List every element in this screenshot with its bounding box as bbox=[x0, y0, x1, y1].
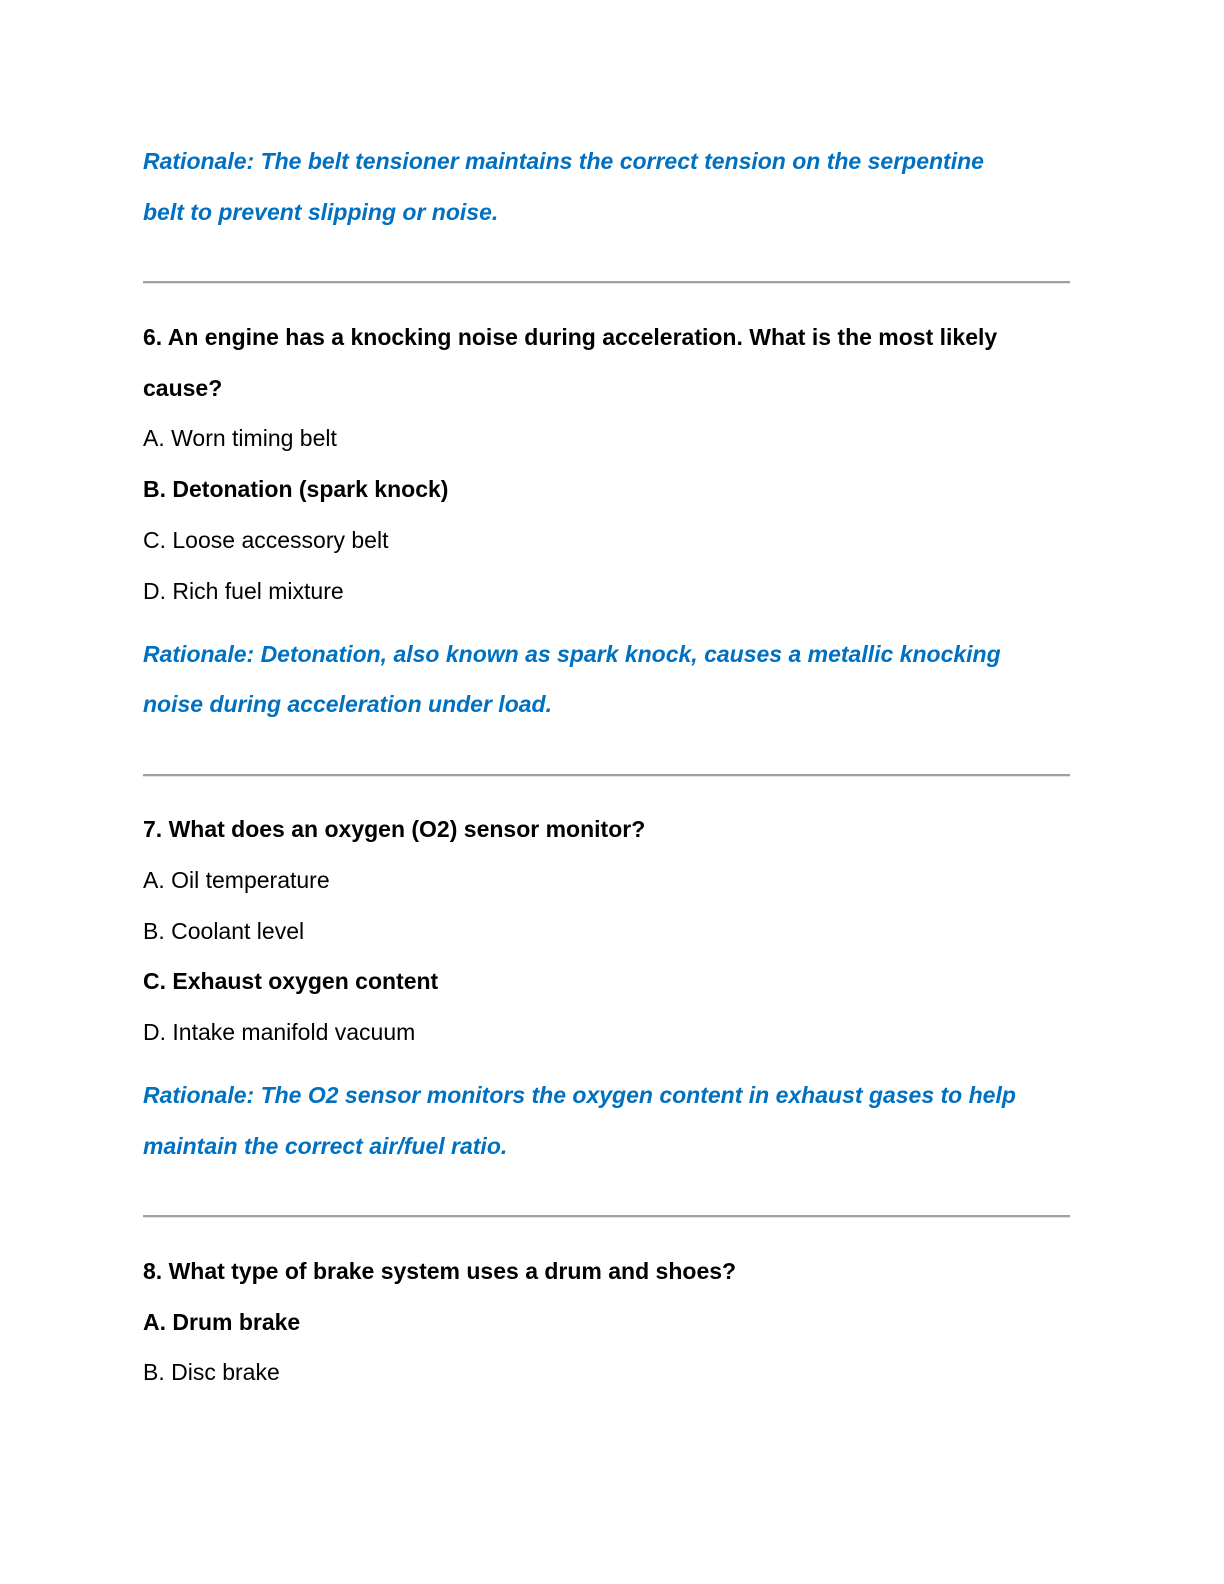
rationale-7-line-1: Rationale: The O2 sensor monitors the oxygen content in exhaust gases to help bbox=[143, 1082, 1016, 1108]
rationale-5-line-1: Rationale: The belt tensioner maintains the correct tension on the serpentine bbox=[143, 148, 984, 174]
question-8-option-b: B. Disc brake bbox=[143, 1359, 280, 1385]
rationale-7-line-2: maintain the correct air/fuel ratio. bbox=[143, 1133, 508, 1159]
rationale-6-line-1: Rationale: Detonation, also known as spark knock, causes a metallic knocking bbox=[143, 641, 1001, 667]
question-6-option-d: D. Rich fuel mixture bbox=[143, 578, 344, 604]
question-6-line-1: 6. An engine has a knocking noise during acceleration. What is the most likely bbox=[143, 324, 998, 350]
question-6-option-c: C. Loose accessory belt bbox=[143, 527, 389, 553]
question-7: 7. What does an oxygen (O2) sensor monitor? bbox=[143, 816, 646, 842]
document-page bbox=[143, 0, 1073, 1584]
question-7-option-c-correct: C. Exhaust oxygen content bbox=[143, 968, 439, 994]
question-6-option-b-correct: B. Detonation (spark knock) bbox=[143, 476, 449, 502]
section-divider bbox=[143, 1215, 1070, 1218]
question-6-line-2: cause? bbox=[143, 375, 223, 401]
section-divider bbox=[143, 774, 1070, 777]
rationale-5-line-2: belt to prevent slipping or noise. bbox=[143, 199, 499, 225]
section-divider bbox=[143, 281, 1070, 284]
question-8: 8. What type of brake system uses a drum and shoes? bbox=[143, 1258, 737, 1284]
question-7-option-b: B. Coolant level bbox=[143, 918, 305, 944]
rationale-6-line-2: noise during acceleration under load. bbox=[143, 691, 552, 717]
question-8-option-a-correct: A. Drum brake bbox=[143, 1309, 301, 1335]
question-7-option-d: D. Intake manifold vacuum bbox=[143, 1019, 416, 1045]
question-6-option-a: A. Worn timing belt bbox=[143, 425, 337, 451]
question-7-option-a: A. Oil temperature bbox=[143, 867, 330, 893]
